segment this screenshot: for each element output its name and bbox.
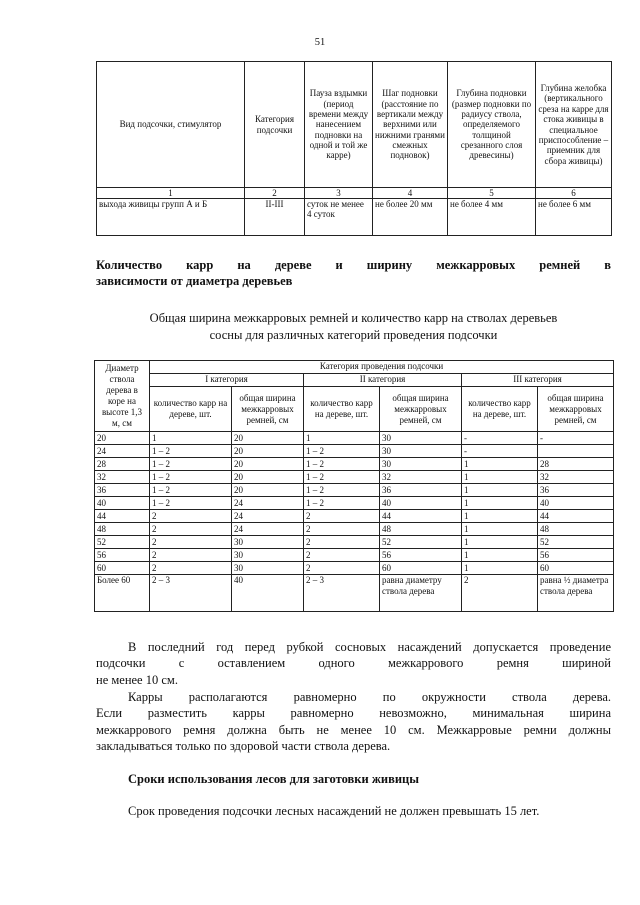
subheader-row	[95, 387, 614, 432]
table-cell: 1 – 2	[304, 445, 380, 458]
table-cell: 36	[380, 484, 462, 497]
table-cell: 1	[462, 471, 538, 484]
table-cell: 1	[304, 432, 380, 445]
table-caption-cont: сосны для различных категорий проведения подсочки	[209, 328, 498, 342]
subheader-cell: количество карр на дереве, шт.	[462, 387, 538, 432]
table-cell: не более 4 мм	[448, 199, 536, 236]
table-cell: 2	[304, 549, 380, 562]
table-cell: 52	[538, 536, 614, 549]
table-cell: 2	[304, 510, 380, 523]
table-row	[95, 432, 614, 445]
paragraph-line: В последний год перед рубкой сосновых насаждений допускается проведение	[128, 640, 611, 654]
table-cell: не более 6 мм	[536, 199, 612, 236]
table-cell: 1 – 2	[150, 445, 232, 458]
table-header-row	[97, 62, 612, 188]
table-row	[95, 536, 614, 549]
header-cell: Категория проведения подсочки	[150, 361, 614, 374]
header-cell: Пауза вздымки (период времени между нанесением подновки на одной и той же карре)	[305, 62, 373, 188]
table-cell: 30	[232, 562, 304, 575]
table-cell: выхода живицы групп А и Б	[97, 199, 245, 236]
table-cell: 1 – 2	[304, 458, 380, 471]
table-cell: 52	[380, 536, 462, 549]
table-cell: 48	[95, 523, 150, 536]
table-cell: 1 – 2	[304, 484, 380, 497]
table-cell: 2	[150, 549, 232, 562]
table-row	[95, 445, 614, 458]
section-heading-terms: Сроки использования лесов для заготовки живицы	[128, 772, 419, 786]
table-cell: 1	[462, 510, 538, 523]
table-cell: равна ½ диаметра ствола дерева	[538, 575, 614, 612]
paragraph-line: Срок проведения подсочки лесных насаждений не должен превышать 15 лет.	[128, 804, 540, 818]
table-cell: 1	[462, 484, 538, 497]
table-cell: 40	[538, 497, 614, 510]
table-cell: 2	[462, 575, 538, 612]
table-cell: 1	[462, 536, 538, 549]
table-cell: 2	[150, 510, 232, 523]
category-header: I категория	[150, 374, 304, 387]
table-row	[95, 458, 614, 471]
table-cell: 20	[232, 445, 304, 458]
table-cell: 2 – 3	[304, 575, 380, 612]
table-cell: 24	[95, 445, 150, 458]
table-cell: 48	[380, 523, 462, 536]
table-cell: 20	[95, 432, 150, 445]
paragraph-carres-placement	[96, 689, 611, 754]
table-cell: 1 – 2	[304, 497, 380, 510]
table-cell	[538, 445, 614, 458]
table-cell: 2	[304, 562, 380, 575]
table-cell: 44	[538, 510, 614, 523]
table-cell: 44	[380, 510, 462, 523]
table-cell: 30	[232, 536, 304, 549]
table-cell: 60	[380, 562, 462, 575]
table-cell: 56	[380, 549, 462, 562]
table-row	[95, 471, 614, 484]
subheader-cell: общая ширина межкарровых ремней, см	[538, 387, 614, 432]
page-number: 51	[314, 37, 326, 48]
subheader-cell: количество карр на дереве, шт.	[150, 387, 232, 432]
column-number-row	[97, 188, 612, 199]
table-row	[97, 199, 612, 236]
table-cell: 2	[304, 523, 380, 536]
table-cell: 60	[538, 562, 614, 575]
table-cell: 36	[538, 484, 614, 497]
table-row	[95, 575, 614, 612]
table-cell: 30	[380, 445, 462, 458]
header-cell: Диаметр ствола дерева в коре на высоте 1,3 м, см	[95, 361, 150, 432]
column-number: 5	[448, 188, 536, 199]
table-caption: Общая ширина межкарровых ремней и количество карр на стволах деревьев	[149, 311, 558, 325]
table-cell: 24	[232, 510, 304, 523]
paragraph-line: Если разместить карры равномерно невозможно, минимальная ширина	[96, 706, 611, 721]
table-cell: Более 60	[95, 575, 150, 612]
table-cell: 1	[462, 497, 538, 510]
category-header: II категория	[304, 374, 462, 387]
table-cell: 52	[95, 536, 150, 549]
table-cell: 44	[95, 510, 150, 523]
table-cell: 1	[462, 562, 538, 575]
tapping-parameters-table	[96, 61, 612, 236]
table-cell: -	[462, 432, 538, 445]
subheader-cell: общая ширина межкарровых ремней, см	[232, 387, 304, 432]
column-number: 6	[536, 188, 612, 199]
table-cell: 2	[150, 536, 232, 549]
table-cell: 40	[95, 497, 150, 510]
section-heading-carres: Количество карр на дереве и ширину межкарровых ремней в	[96, 258, 611, 272]
paragraph-line: закладываться только по здоровой части ствола дерева.	[96, 738, 391, 753]
table-cell: 1 – 2	[150, 471, 232, 484]
paragraph-line: Карры располагаются равномерно по окружности ствола дерева.	[128, 690, 611, 704]
table-row	[95, 510, 614, 523]
table-cell: 24	[232, 523, 304, 536]
table-row	[95, 497, 614, 510]
table-cell: 24	[232, 497, 304, 510]
table-cell: 36	[95, 484, 150, 497]
table-cell: 1 – 2	[150, 497, 232, 510]
table-cell: 30	[232, 549, 304, 562]
table-cell: 20	[232, 432, 304, 445]
table-cell: 1 – 2	[304, 471, 380, 484]
column-number: 2	[245, 188, 305, 199]
table-cell: II-III	[245, 199, 305, 236]
column-number: 4	[373, 188, 448, 199]
table-header-row	[95, 361, 614, 374]
table-cell: 2	[150, 523, 232, 536]
table-cell: 1	[462, 523, 538, 536]
paragraph-line: межкаррового ремня должна быть не менее 10 см. Межкарровые ремни должны	[96, 722, 611, 737]
table-cell: 30	[380, 458, 462, 471]
table-cell: 28	[538, 458, 614, 471]
header-cell: Глубина желобка (вертикального среза на карре для стока живицы в специальное приспособление – приемник для сбора живицы)	[536, 62, 612, 188]
table-cell: 40	[380, 497, 462, 510]
table-cell: 2 – 3	[150, 575, 232, 612]
column-number: 3	[305, 188, 373, 199]
table-cell: 2	[304, 536, 380, 549]
table-cell: 1	[150, 432, 232, 445]
table-row	[95, 549, 614, 562]
table-cell: 32	[95, 471, 150, 484]
table-cell: 56	[95, 549, 150, 562]
header-cell: Категория подсочки	[245, 62, 305, 188]
table-row	[95, 484, 614, 497]
paragraph-line: не менее 10 см.	[96, 672, 178, 687]
table-cell: -	[538, 432, 614, 445]
table-cell: -	[462, 445, 538, 458]
table-cell: 32	[538, 471, 614, 484]
subheader-cell: количество карр на дереве, шт.	[304, 387, 380, 432]
category-header-row	[95, 374, 614, 387]
table-cell: 1 – 2	[150, 484, 232, 497]
subheader-cell: общая ширина межкарровых ремней, см	[380, 387, 462, 432]
table-row	[95, 562, 614, 575]
table-cell: 1	[462, 549, 538, 562]
table-cell: 1	[462, 458, 538, 471]
header-cell: Глубина подновки (размер подновки по радиусу ствола, определяемого толщиной срезанного слоя древесины)	[448, 62, 536, 188]
paragraph-tapping-term	[96, 803, 611, 819]
table-cell: 20	[232, 458, 304, 471]
table-cell: 1 – 2	[150, 458, 232, 471]
table-cell: суток не менее 4 суток	[305, 199, 373, 236]
table-cell: не более 20 мм	[373, 199, 448, 236]
paragraph-line: подсочки с оставлением одного межкаррового ремня шириной	[96, 656, 611, 671]
paragraph-last-year	[96, 639, 611, 688]
header-cell: Шаг подновки (расстояние по вертикали между верхними или нижними гранями смежных подновок)	[373, 62, 448, 188]
table-cell: 28	[95, 458, 150, 471]
table-cell: 2	[150, 562, 232, 575]
table-cell: 60	[95, 562, 150, 575]
header-cell: Вид подсочки, стимулятор	[97, 62, 245, 188]
table-cell: 48	[538, 523, 614, 536]
table-row	[95, 523, 614, 536]
section-heading-carres-cont: зависимости от диаметра деревьев	[96, 274, 293, 288]
carres-width-table	[94, 360, 614, 612]
table-cell: равна диаметру ствола дерева	[380, 575, 462, 612]
table-cell: 20	[232, 471, 304, 484]
table-cell: 32	[380, 471, 462, 484]
table-cell: 30	[380, 432, 462, 445]
table-cell: 40	[232, 575, 304, 612]
table-cell: 56	[538, 549, 614, 562]
column-number: 1	[97, 188, 245, 199]
table-cell: 20	[232, 484, 304, 497]
category-header: III категория	[462, 374, 614, 387]
